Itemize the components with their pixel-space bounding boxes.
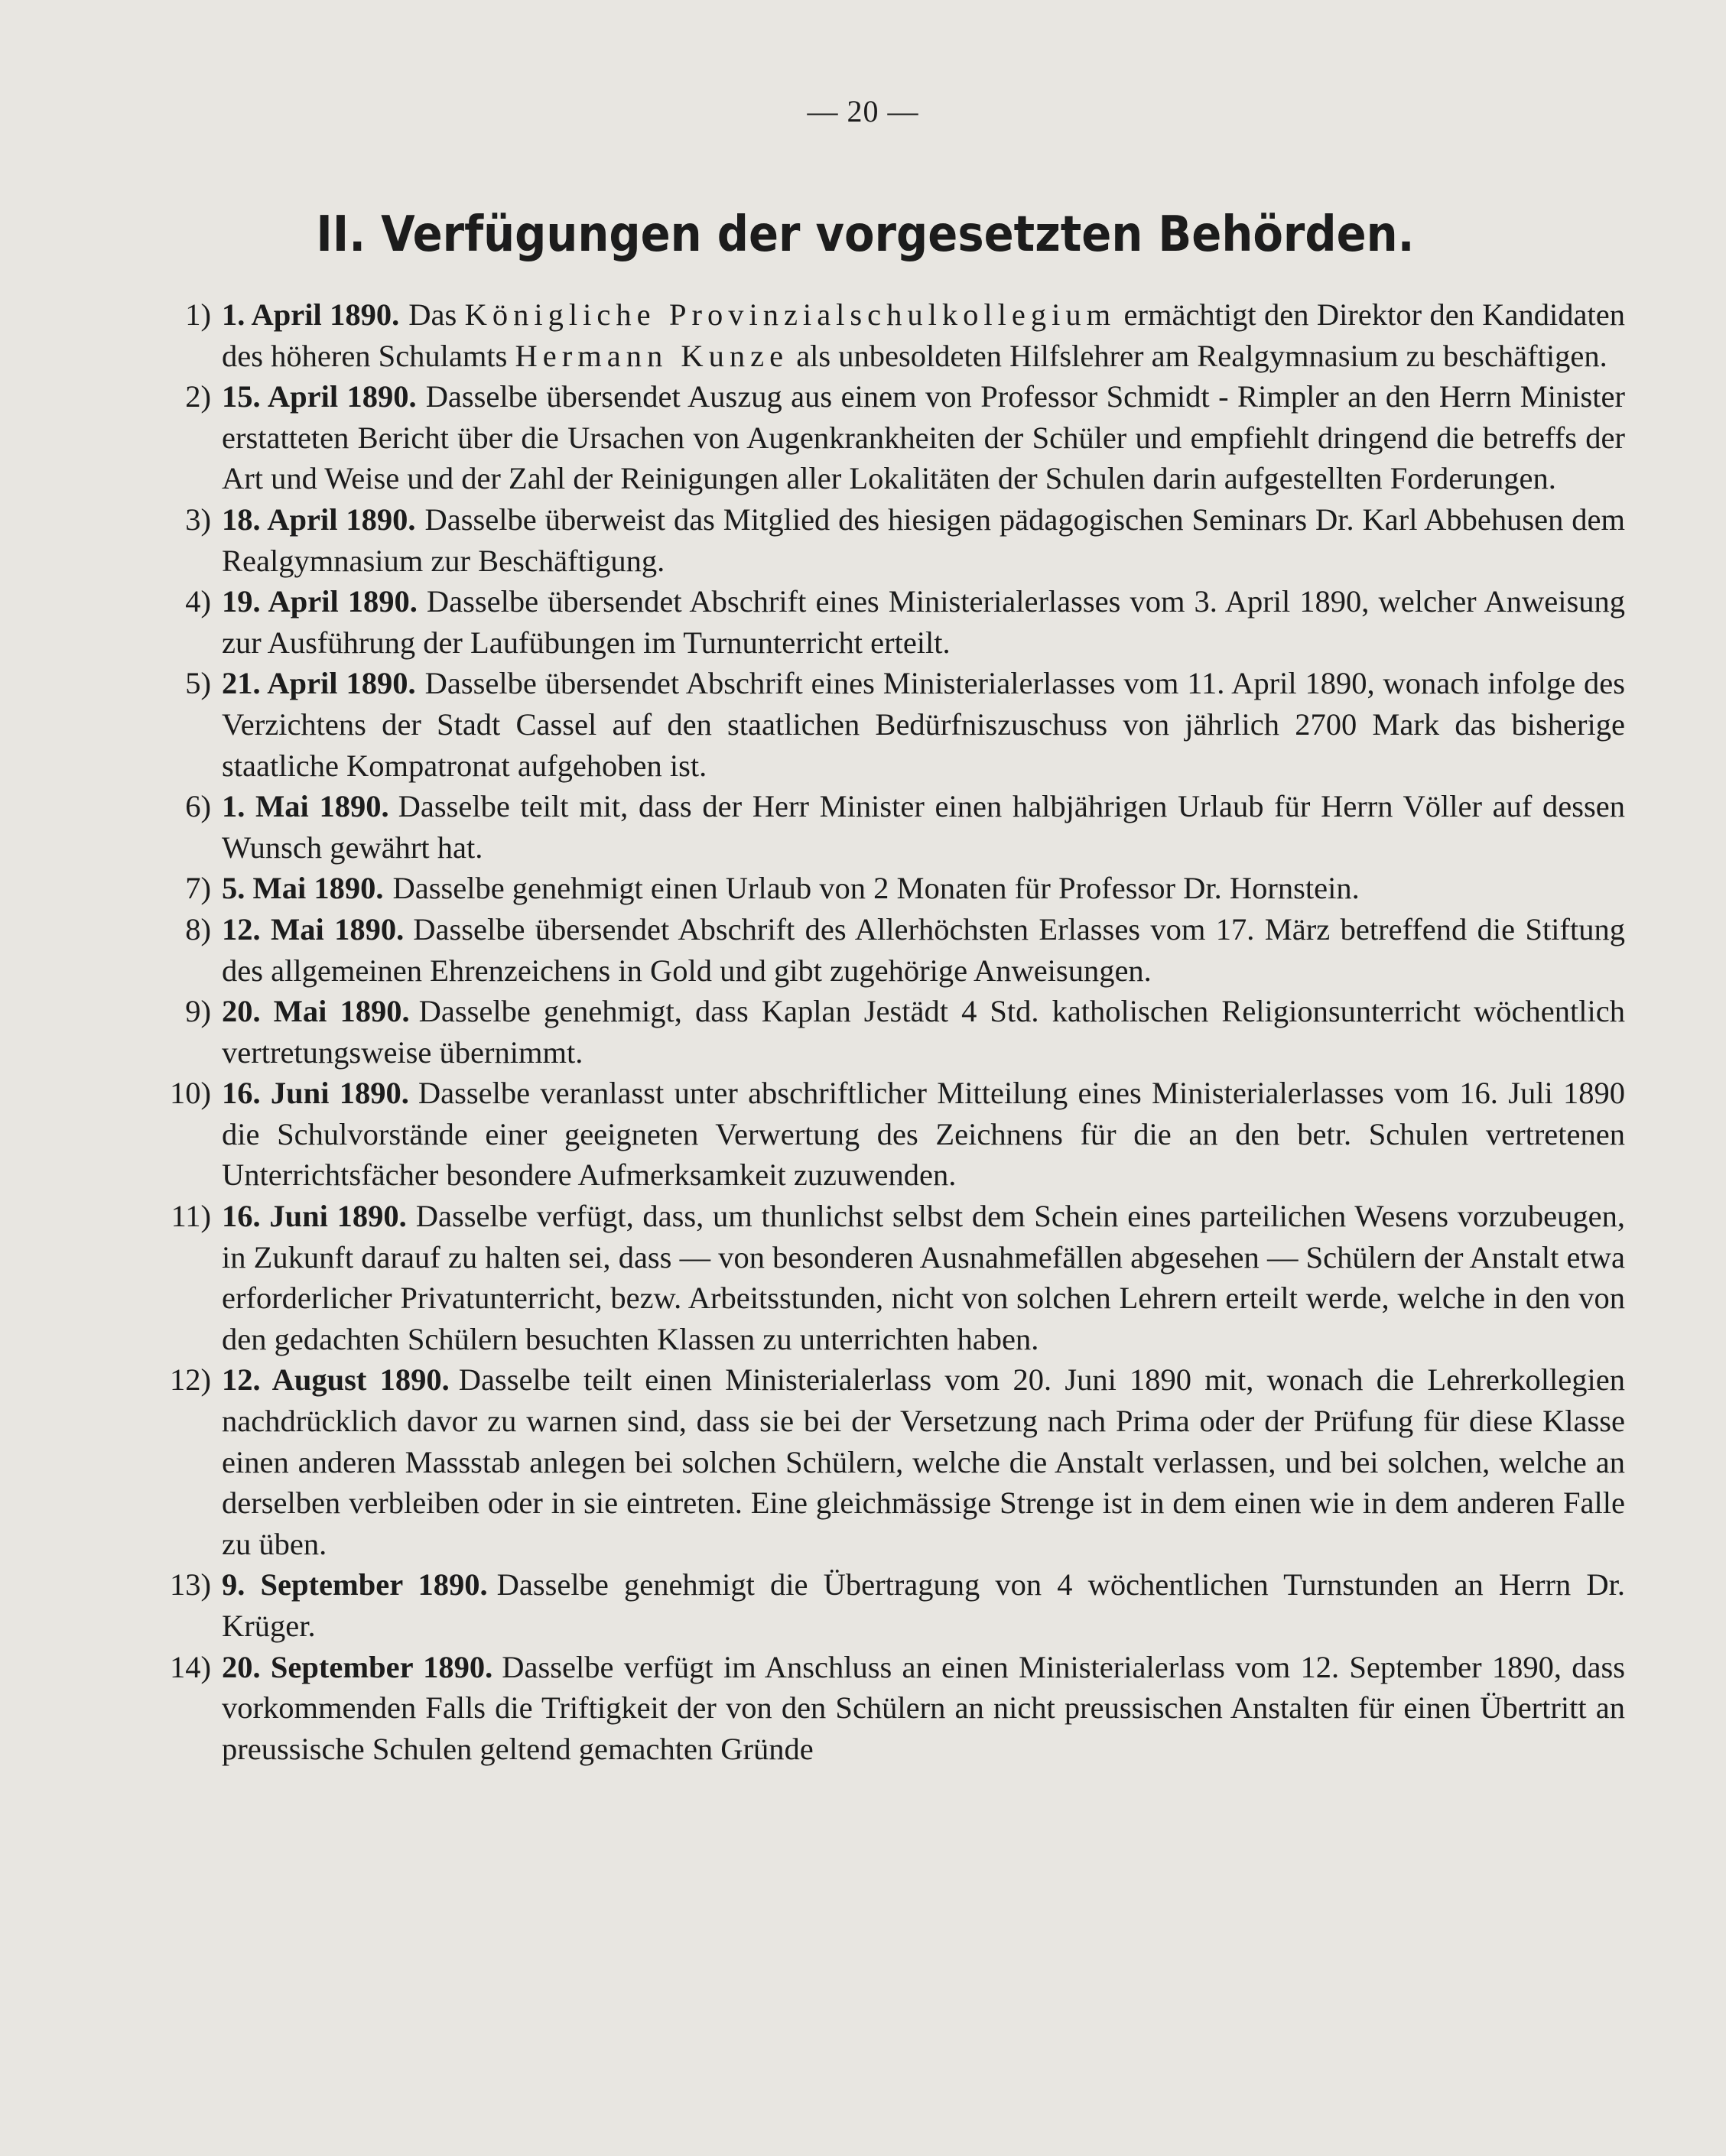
- decree-entry: [145, 1196, 1625, 1359]
- entry-number: 4): [185, 584, 211, 619]
- entry-text: als unbesoldeten Hilfslehrer am Realgymnasium zu beschäftigen.: [788, 338, 1607, 373]
- entry-date: 21. April 1890.: [222, 666, 416, 701]
- entry-date: 9. September 1890.: [222, 1567, 488, 1602]
- decree-entry: [145, 1359, 1625, 1564]
- entry-number: 8): [185, 911, 211, 946]
- entry-date: 20. September 1890.: [222, 1649, 493, 1684]
- entry-number: 5): [185, 666, 211, 701]
- decree-entry: [145, 1647, 1625, 1770]
- decree-entry: [145, 1073, 1625, 1196]
- entry-number: 7): [185, 871, 211, 906]
- decree-entry: [145, 581, 1625, 663]
- entry-date: 15. April 1890.: [222, 379, 417, 414]
- entry-number: 2): [185, 379, 211, 414]
- decree-entry: [145, 991, 1625, 1073]
- entry-text: Dasselbe veranlasst unter abschriftlicher Mitteilung eines Ministerialerlasses vom 16. Juli 1890 die Schulvorstände einer geeigneten Verwertung des Zeichnens für die an den betr. Schulen vertretenen Unterrichtsfächer besondere Aufmerksamkeit zuzuwenden.: [222, 1076, 1625, 1193]
- entry-text: Dasselbe verfügt im Anschluss an einen Ministerialerlass vom 12. September 1890, dass vorkommenden Falls die Triftigkeit der von den Schülern an nicht preussischen Anstalten für einen Übertritt an preussische Schulen geltend gemachten Gründe: [222, 1649, 1625, 1766]
- entry-number: 10): [170, 1076, 211, 1111]
- decree-entry: [145, 909, 1625, 991]
- entry-date: 16. Juni 1890.: [222, 1199, 407, 1234]
- entry-text: Dasselbe übersendet Abschrift eines Ministerialerlasses vom 3. April 1890, welcher Anweisung zur Ausführung der Laufübungen im Turnunterricht erteilt.: [222, 584, 1625, 660]
- entry-text: Dasselbe teilt mit, dass der Herr Minister einen halbjährigen Urlaub für Herrn Völler auf dessen Wunsch gewährt hat.: [222, 789, 1625, 865]
- entry-number: 13): [170, 1567, 211, 1602]
- page-number: — 20 —: [807, 94, 919, 128]
- entry-date: 16. Juni 1890.: [222, 1076, 409, 1111]
- entry-date: 18. April 1890.: [222, 502, 416, 537]
- entry-text: Dasselbe überweist das Mitglied des hiesigen pädagogischen Seminars Dr. Karl Abbehusen dem Realgymnasium zur Beschäftigung.: [222, 502, 1625, 578]
- entry-number: 14): [170, 1649, 211, 1684]
- decree-entry: [145, 376, 1625, 499]
- entry-number: 9): [185, 994, 211, 1029]
- entry-date: 12. Mai 1890.: [222, 911, 405, 946]
- entry-date: 20. Mai 1890.: [222, 994, 410, 1029]
- entry-text: Dasselbe übersendet Abschrift des Allerhöchsten Erlasses vom 17. März betreffend die Stiftung des allgemeinen Ehrenzeichens in Gold und gibt zugehörige Anweisungen.: [222, 911, 1625, 988]
- entry-text: Dasselbe übersendet Auszug aus einem von Professor Schmidt - Rimpler an den Herrn Minister erstatteten Bericht über die Ursachen von Augenkrankheiten der Schüler und empfiehlt dringend die betreffs der Art und Weise und der Zahl der Reinigungen aller Lokalitäten der Schulen darin aufgestellten Forderungen.: [222, 379, 1625, 496]
- entry-number: 1): [185, 297, 211, 332]
- entry-number: 6): [185, 789, 211, 824]
- decree-entry: [145, 663, 1625, 786]
- decree-entry: [145, 786, 1625, 868]
- entry-list: [145, 294, 1625, 1769]
- entry-text: Dasselbe verfügt, dass, um thunlichst selbst dem Schein eines parteilichen Wesens vorzubeugen, in Zukunft darauf zu halten sei, dass — von besonderen Ausnahmefällen abgesehen — Schülern der Anstalt etwa erforderlicher Privatunterricht, bezw. Arbeitsstunden, nicht von solchen Lehrern erteilt werde, welche in den von den gedachten Schülern besuchten Klassen zu unterrichten haben.: [222, 1199, 1625, 1356]
- entry-date: 5. Mai 1890.: [222, 871, 384, 906]
- decree-entry: [145, 868, 1625, 909]
- entry-number: 11): [171, 1199, 211, 1234]
- decree-entry: [145, 1564, 1625, 1646]
- entry-text: Dasselbe übersendet Abschrift eines Ministerialerlasses vom 11. April 1890, wonach infolge des Verzichtens der Stadt Cassel auf den staatlichen Bedürfniszuschuss von jährlich 2700 Mark das bisherige staatliche Kompatronat aufgehoben ist.: [222, 666, 1625, 783]
- entry-date: 1. Mai 1890.: [222, 789, 389, 824]
- entry-number: 12): [170, 1362, 211, 1398]
- entry-text-spaced: Hermann Kunze: [515, 338, 789, 373]
- decree-entry: [145, 294, 1625, 376]
- entry-text: Dasselbe genehmigt einen Urlaub von 2 Monaten für Professor Dr. Hornstein.: [392, 871, 1360, 906]
- entry-text: Das: [408, 297, 465, 332]
- entry-text: Dasselbe teilt einen Ministerialerlass vom 20. Juni 1890 mit, wonach die Lehrerkollegien nachdrücklich davor zu warnen sind, dass sie bei der Versetzung nach Prima oder der Prüfung für diese Klasse einen anderen Massstab anlegen bei solchen Schülern, welche die Anstalt verlassen, und bei solchen, welche an derselben verbleiben oder in sie eintreten. Eine gleichmässige Strenge ist in dem einen wie in dem anderen Falle zu üben.: [222, 1362, 1625, 1561]
- entry-text: Dasselbe genehmigt die Übertragung von 4 wöchentlichen Turnstunden an Herrn Dr. Krüger.: [222, 1567, 1626, 1643]
- entry-text: ermächtigt den Direktor den Kandidaten des höheren Schulamts: [222, 297, 1625, 373]
- entry-number: 3): [185, 502, 211, 537]
- entry-text: Dasselbe genehmigt, dass Kaplan Jestädt 4 Std. katholischen Religionsunterricht wöchentlich vertretungsweise übernimmt.: [222, 994, 1625, 1070]
- entry-date: 19. April 1890.: [222, 584, 418, 619]
- entry-text-spaced: Königliche Provinzialschulkollegium: [464, 297, 1117, 332]
- entry-date: 12. August 1890.: [222, 1362, 450, 1398]
- section-title: II. Verfügungen der vorgesetzten Behörden.: [316, 206, 1415, 263]
- decree-entry: [145, 499, 1625, 581]
- entry-date: 1. April 1890.: [222, 297, 400, 332]
